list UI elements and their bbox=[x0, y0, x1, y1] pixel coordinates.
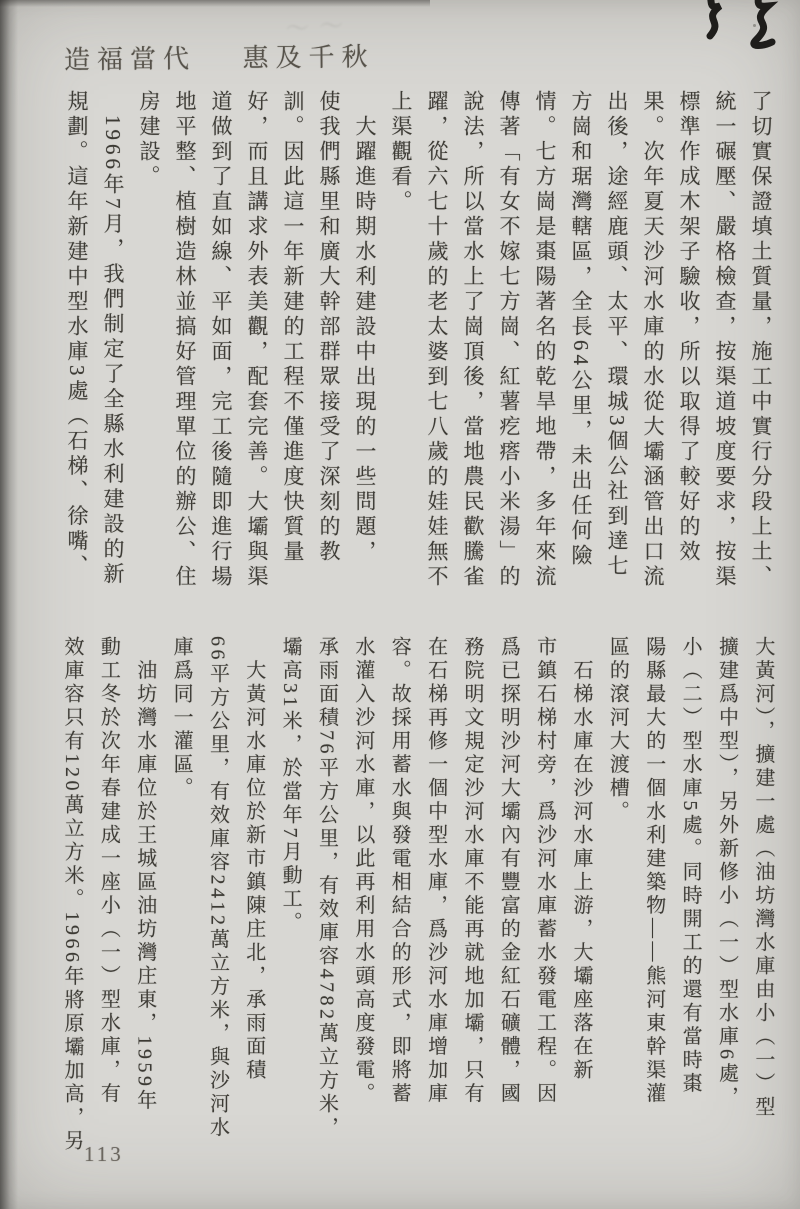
text-column: 庫爲同一灌區。 bbox=[170, 636, 193, 801]
pencil-smudge: 〜〜 bbox=[284, 12, 355, 44]
text-column: 躍，從六七十歲的老太婆到七八歲的娃娃無不 bbox=[425, 90, 449, 590]
text-column: 承雨面積76平方公里，有效庫容4782萬立方米， bbox=[315, 636, 338, 1140]
text-column: 石梯水庫在沙河水庫上游，大壩座落在新 bbox=[570, 636, 593, 1083]
text-column: 傳著「有女不嫁七方崗、紅薯疙瘩小米湯」的 bbox=[497, 90, 521, 590]
corner-ink-mark bbox=[684, 0, 794, 62]
text-column: 規劃。這年新建中型水庫3處（石梯、徐嘴、 bbox=[65, 90, 89, 580]
text-column: 擴建爲中型），另外新修小（一）型水庫6處， bbox=[715, 636, 738, 1110]
text-column: 上渠觀看。 bbox=[389, 90, 413, 215]
text-column: 在石梯再修一個中型水庫，爲沙河水庫增加庫 bbox=[424, 636, 447, 1106]
text-column: 道做到了直如線、平如面，完工後隨即進行場 bbox=[209, 90, 233, 590]
text-column: 了切實保證填土質量，施工中實行分段上土、 bbox=[749, 90, 773, 590]
text-column: 出後，途經鹿頭、太平、環城3個公社到達七 bbox=[605, 90, 629, 580]
text-column: 水灌入沙河水庫，以此再利用水頭高度發電。 bbox=[351, 636, 374, 1106]
text-column: 油坊灣水庫位於王城區油坊灣庄東，1959年 bbox=[133, 636, 156, 1113]
running-header: 造福當代 惠及千秋 bbox=[63, 42, 375, 75]
top-text-block bbox=[62, 90, 776, 634]
text-column: 大黃河），擴建一處（油坊灣水庫由小（一）型 bbox=[751, 636, 774, 1120]
text-column: 房建設。 bbox=[137, 90, 161, 190]
text-column: 陽縣最大的一個水利建築物——熊河東幹渠灌 bbox=[642, 636, 665, 1106]
text-column: 地平整、植樹造林並搞好管理單位的辦公、住 bbox=[173, 90, 197, 590]
text-column: 果。次年夏天沙河水庫的水從大壩涵管出口流 bbox=[641, 90, 665, 590]
text-column: 區的滾河大渡槽。 bbox=[606, 636, 629, 824]
text-column: 爲已探明沙河大壩內有豐富的金紅石礦體，國 bbox=[497, 636, 520, 1106]
ink-speck bbox=[753, 24, 756, 27]
text-column: 效庫容只有120萬立方米。1966年將原壩加高，另 bbox=[61, 636, 83, 1154]
text-column: 好，而且講求外表美觀，配套完善。大壩與渠 bbox=[245, 90, 269, 590]
text-column: 大躍進時期水利建設中出現的一些問題， bbox=[353, 90, 377, 565]
ink-speck bbox=[332, 662, 334, 664]
text-column: 1966年7月，我們制定了全縣水利建設的新 bbox=[101, 90, 125, 588]
text-column: 66平方公里，有效庫容2412萬立方米，與沙河水 bbox=[206, 636, 229, 1140]
text-column: 使我們縣里和廣大幹部群眾接受了深刻的教 bbox=[317, 90, 341, 565]
text-column: 說法，所以當水上了崗頂後，當地農民歡騰雀 bbox=[461, 90, 485, 590]
bottom-text-block bbox=[58, 636, 778, 1156]
text-column: 統一碾壓、嚴格檢查，按渠道坡度要求，按渠 bbox=[713, 90, 737, 590]
text-column: 務院明文規定沙河水庫不能再就地加壩，只有 bbox=[460, 636, 483, 1106]
text-column: 標準作成木架子驗收，所以取得了較好的效 bbox=[677, 90, 701, 565]
text-column: 方崗和琚灣轄區，全長64公里，未出任何險 bbox=[569, 90, 593, 569]
binding-shadow bbox=[0, 0, 18, 1209]
text-column: 大黃河水庫位於新市鎮陳庄北，承雨面積 bbox=[242, 636, 265, 1083]
text-column: 市鎮石梯村旁，爲沙河水庫蓄水發電工程。因 bbox=[533, 636, 556, 1106]
page-number: 113 bbox=[84, 1142, 124, 1166]
text-column: 訓。因此這一年新建的工程不僅進度快質量 bbox=[281, 90, 305, 565]
text-column: 情。七方崗是棗陽著名的乾旱地帶，多年來流 bbox=[533, 90, 557, 590]
text-column: 動工冬於次年春建成一座小（一）型水庫，有 bbox=[97, 636, 120, 1106]
text-column: 壩高31米，於當年7月動工。 bbox=[279, 636, 302, 935]
text-column: 小（二）型水庫5處。同時開工的還有當時棗 bbox=[679, 636, 702, 1096]
text-column: 容。故採用蓄水與發電相結合的形式，即將蓄 bbox=[388, 636, 411, 1106]
